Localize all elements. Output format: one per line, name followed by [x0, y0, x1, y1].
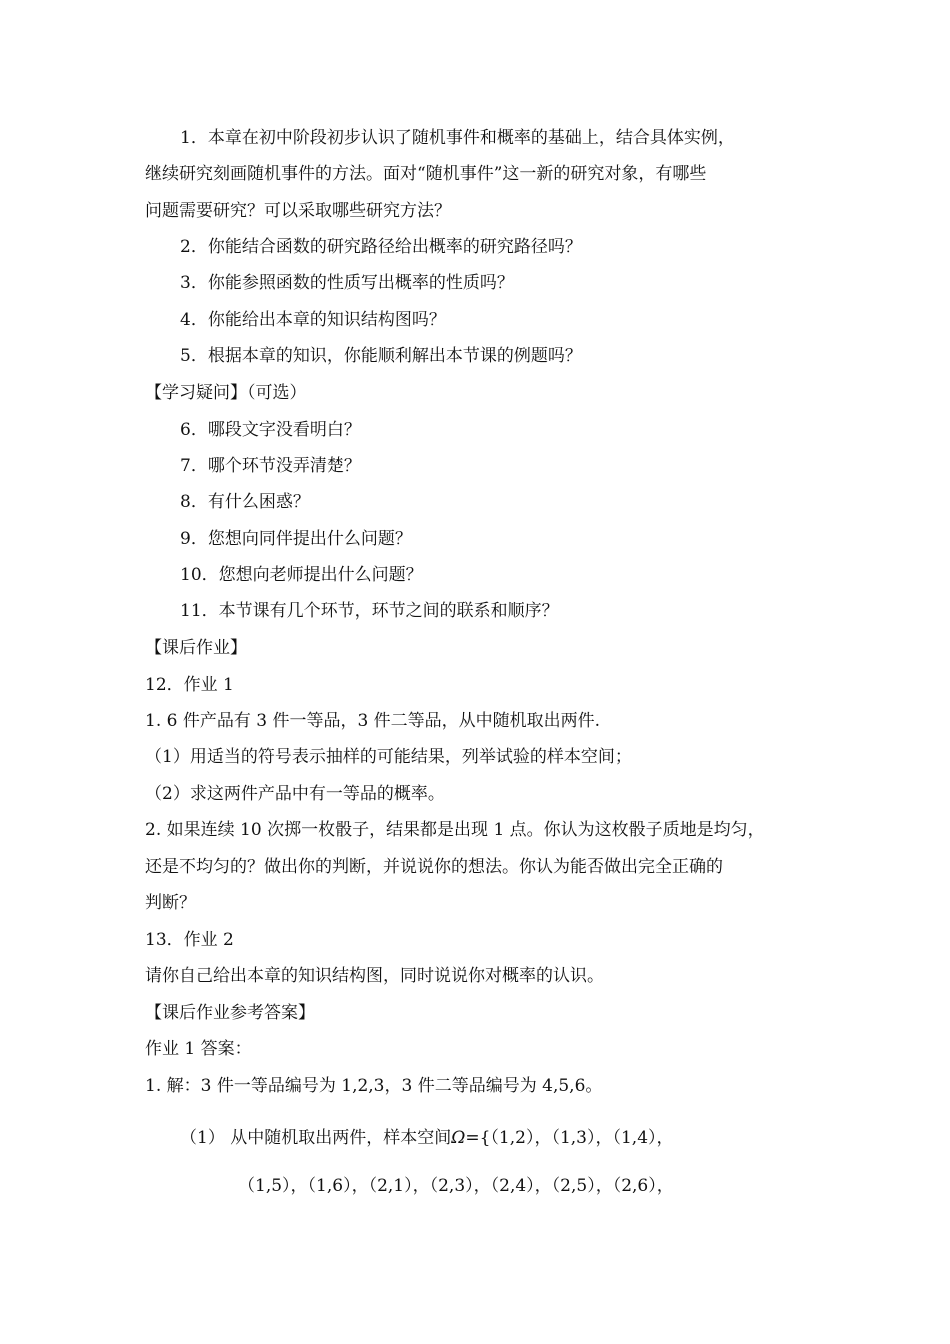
question-2: 2．你能结合函数的研究路径给出概率的研究路径吗？ [180, 237, 582, 257]
answer-1-step-1-line-2: （1,5），（1,6），（2,1），（2,3），（2,4），（2,5），（2,6）， [238, 1176, 674, 1196]
paragraph-1-line-2: 继续研究刻画随机事件的方法。面对“随机事件”这一新的研究对象，有哪些 [145, 164, 707, 184]
omega-symbol: Ω [451, 1128, 466, 1148]
answer-1-step-1-set: ={（1,2），（1,3），（1,4）， [465, 1128, 674, 1148]
homework-1-title: 12．作业 1 [145, 675, 234, 695]
answer-1-step-1-prefix: （1） 从中随机取出两件，样本空间 [180, 1128, 452, 1148]
homework-2-text: 请你自己给出本章的知识结构图，同时说说你对概率的认识。 [145, 966, 604, 986]
heading-homework-answers: 【课后作业参考答案】 [145, 1003, 315, 1023]
paragraph-1-line-1: 1．本章在初中阶段初步认识了随机事件和概率的基础上，结合具体实例， [180, 128, 735, 148]
answer-1-title: 作业 1 答案： [145, 1039, 252, 1059]
heading-homework: 【课后作业】 [145, 638, 247, 658]
homework-1-problem-1: 1. 6 件产品有 3 件一等品，3 件二等品，从中随机取出两件. [145, 711, 601, 731]
answer-1-solution: 1. 解：3 件一等品编号为 1,2,3，3 件二等品编号为 4,5,6。 [145, 1076, 603, 1096]
homework-1-problem-2-line-1: 2. 如果连续 10 次掷一枚骰子，结果都是出现 1 点。你认为这枚骰子质地是均匀， [145, 820, 765, 840]
homework-1-problem-2-line-3: 判断？ [145, 893, 196, 913]
question-7: 7．哪个环节没弄清楚？ [180, 456, 361, 476]
question-10: 10．您想向老师提出什么问题？ [180, 565, 423, 585]
answer-1-step-1-line-1 [180, 1127, 674, 1149]
homework-1-problem-2-line-2: 还是不均匀的？做出你的判断，并说说你的想法。你认为能否做出完全正确的 [145, 857, 723, 877]
paragraph-1-line-3: 问题需要研究？可以采取哪些研究方法？ [145, 201, 451, 221]
homework-1-problem-1-part-a: （1）用适当的符号表示抽样的可能结果，列举试验的样本空间； [145, 747, 632, 767]
question-8: 8．有什么困惑？ [180, 492, 310, 512]
question-5: 5．根据本章的知识，你能顺利解出本节课的例题吗？ [180, 346, 582, 366]
homework-1-problem-1-part-b: （2）求这两件产品中有一等品的概率。 [145, 784, 445, 804]
question-9: 9．您想向同伴提出什么问题？ [180, 529, 412, 549]
question-11: 11．本节课有几个环节，环节之间的联系和顺序？ [180, 601, 559, 621]
question-6: 6．哪段文字没看明白？ [180, 420, 361, 440]
homework-2-title: 13．作业 2 [145, 930, 234, 950]
question-3: 3．你能参照函数的性质写出概率的性质吗？ [180, 273, 514, 293]
heading-study-doubts: 【学习疑问】（可选） [145, 383, 307, 403]
question-4: 4．你能给出本章的知识结构图吗？ [180, 310, 446, 330]
